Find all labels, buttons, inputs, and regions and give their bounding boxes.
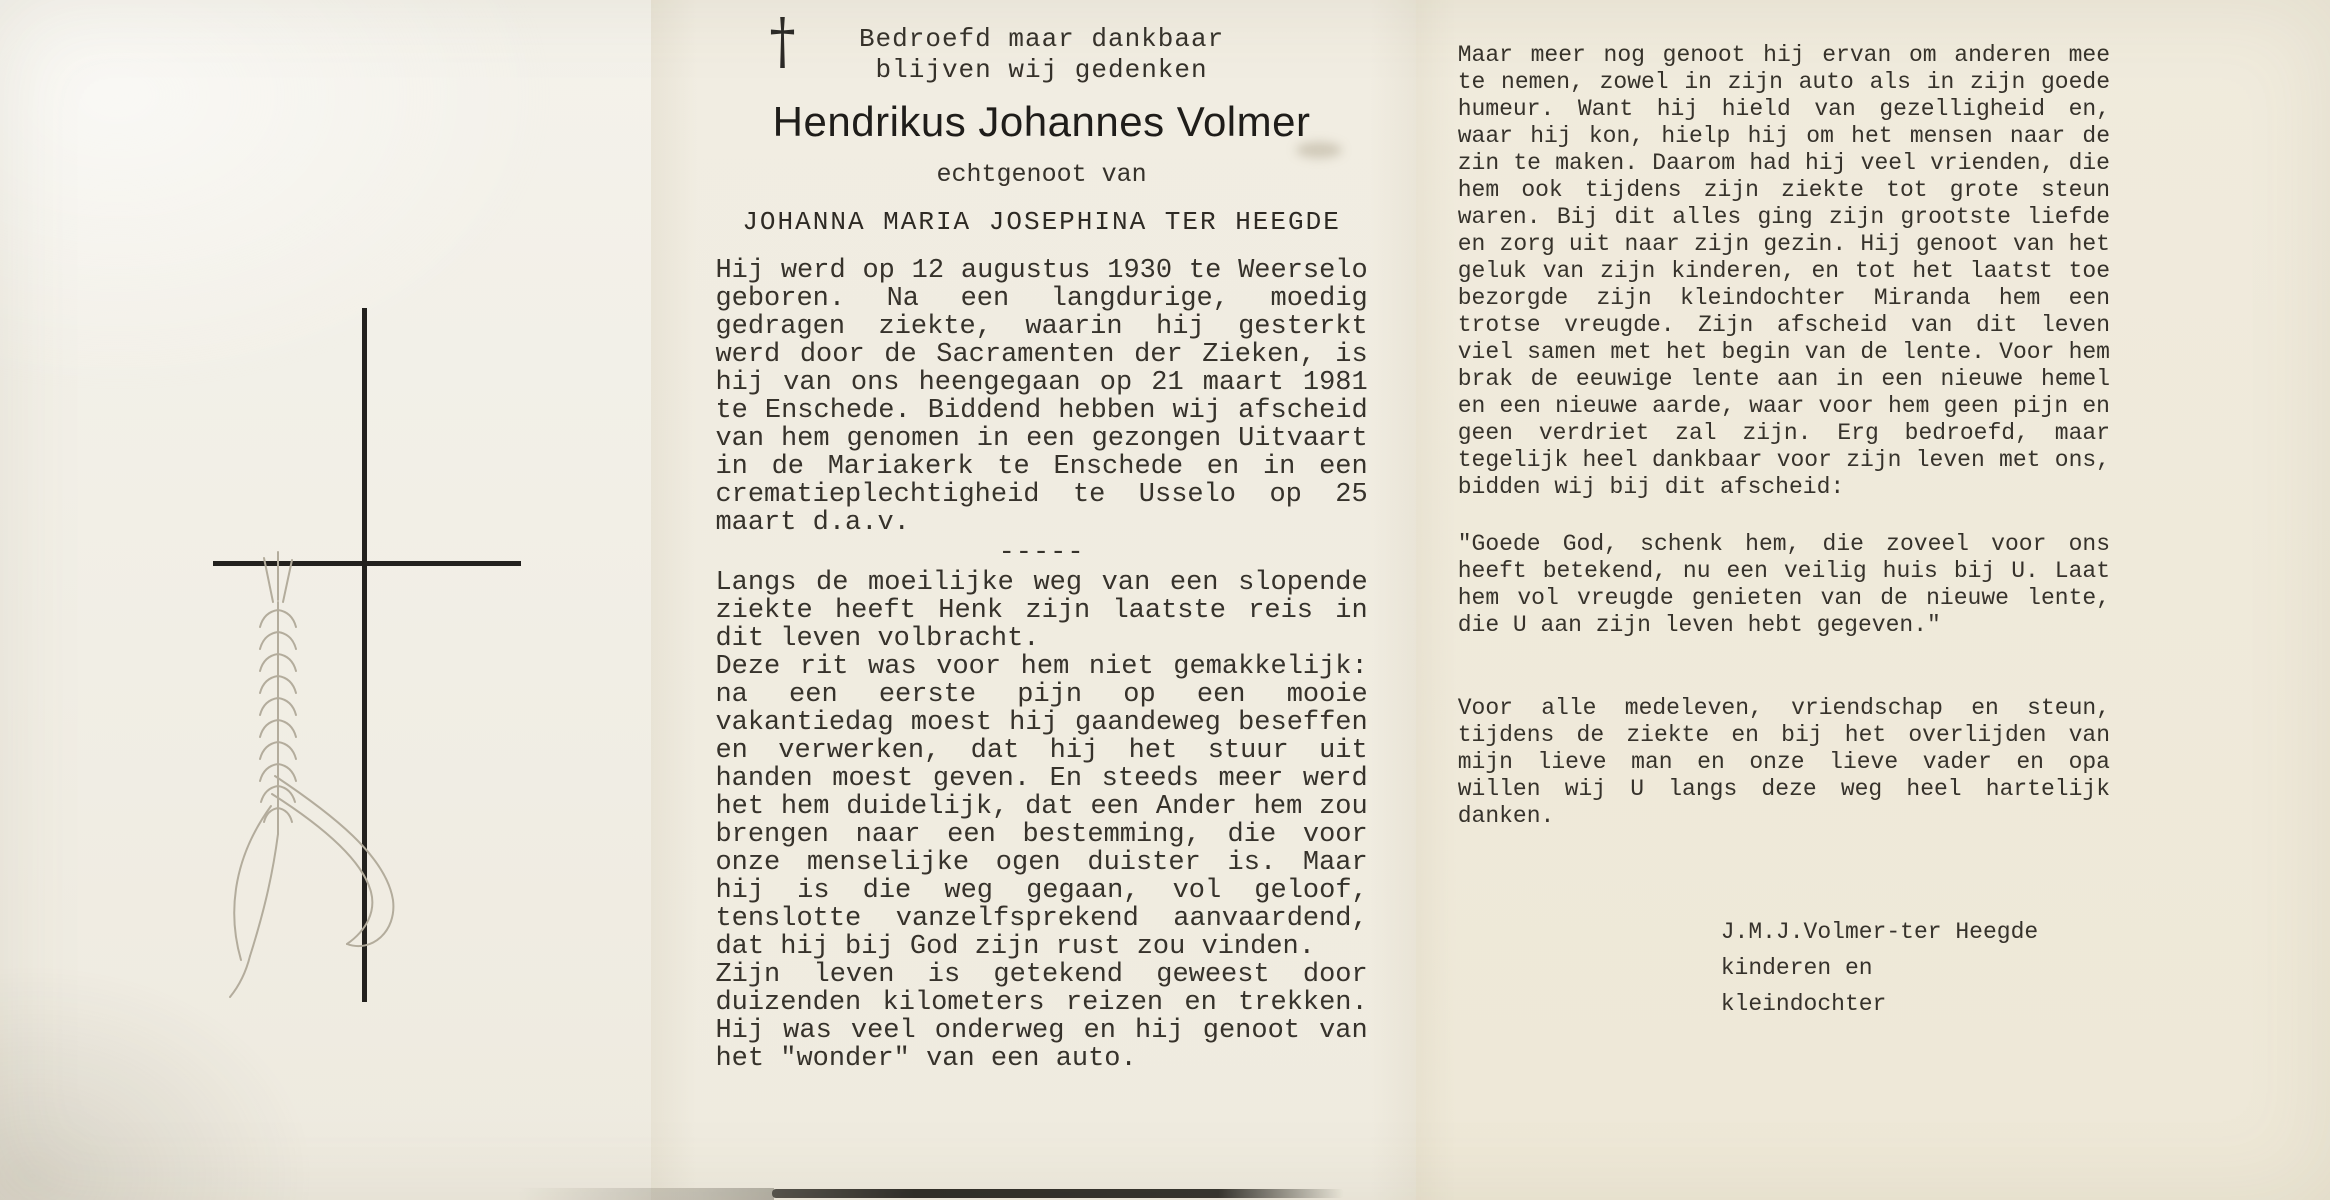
life-paragraph-4: Maar meer nog genoot hij ervan om anderen mee te nemen, zowel in zijn auto als in zijn goede humeur. Want hij hield van gezelligheid en, waar hij kon, hielp hij om het mensen naar de zin te maken. Daarom had hij veel vrienden, die hem ook tijdens zijn ziekte tot grote steun waren. Bij dit alles ging zijn grootste liefde en zorg uit naar zijn gezin. Hij genoot van het geluk van zijn kinderen, en tot het laatst toe bezorgde zijn kleindochter Miranda hem een trotse vreugde. Zijn afscheid van dit leven viel samen met het begin van de lente. Voor hem brak de eeuwige lente aan in een nieuwe hemel en een nieuwe aarde, waar voor hem geen pijn en geen verdriet zal zijn. Erg bedroefd, maar tegelijk heel dankbaar voor zijn leven met ons, bidden wij bij dit afscheid: (1457, 42, 2110, 500)
spouse-name: JOHANNA MARIA JOSEPHINA TER HEEGDE (742, 207, 1341, 237)
intro-row (715, 6, 1367, 88)
signature-block (1721, 914, 2110, 1022)
deceased-name: Hendrikus Johannes Volmer (772, 98, 1311, 145)
cross-shape (213, 308, 521, 1002)
continuation-text-column (1458, 42, 2110, 1022)
cross-and-wheat-illustration-icon (0, 0, 651, 1200)
intro-line-1: Bedroefd maar dankbaar (858, 24, 1225, 54)
panel-text-main (651, 0, 1415, 1200)
panel-cover-illustration (0, 0, 651, 1200)
thanks-paragraph: Voor alle medeleven, vriendschap en steun, tijdens de ziekte en bij het overlijden van mijn lieve man en onze lieve vader en opa willen wij U langs deze weg heel hartelijk danken. (1457, 695, 2110, 829)
dash-separator: ----- (998, 538, 1085, 568)
prayer-quote: "Goede God, schenk hem, die zoveel voor ons heeft betekend, nu een veilig huis bij U. Laat hem vol vreugde genieten van de nieuwe lente, die U aan zijn leven hebt gegeven." (1457, 531, 2110, 638)
intro-lines (715, 24, 1367, 86)
signature-line-1: J.M.J.Volmer-ter Heegde (1720, 919, 2039, 945)
intro-line-2: blijven wij gedenken (875, 55, 1208, 85)
dagger-cross-icon: † (769, 6, 796, 78)
panel-text-continuation (1416, 0, 2330, 1200)
life-paragraph-1: Langs de moeilijke weg van een slopende ziekte heeft Henk zijn laatste reis in dit leven volbracht. (715, 568, 1368, 654)
signature-line-3: kleindochter (1720, 991, 1887, 1017)
wheat-shape (230, 552, 393, 997)
signature-line-2: kinderen en (1720, 955, 1873, 981)
life-paragraph-3: Zijn leven is getekend geweest door duizenden kilometers reizen en trekken. Hij was veel onderweg en hij genoot van het "wonder" van een auto. (715, 960, 1368, 1074)
birth-death-paragraph: Hij werd op 12 augustus 1930 te Weerselo geboren. Na een langdurige, moedig gedragen ziekte, waarin hij gesterkt werd door de Sacramenten der Zieken, is hij van ons heengegaan op 21 maart 1981 te Enschede. Biddend hebben wij afscheid van hem genomen in een gezongen Uitvaart in de Mariakerk te Enschede en in een crematieplechtigheid te Usselo op 25 maart d.a.v. (715, 256, 1368, 538)
relation-label: echtgenoot van (936, 160, 1147, 189)
life-paragraph-2: Deze rit was voor hem niet gemakkelijk: na een eerste pijn op een mooie vakantiedag moest hij gaandeweg beseffen en verwerken, dat hij het stuur uit handen moest geven. En steeds meer werd het hem duidelijk, dat een Ander hem zou brengen naar een bestemming, die voor onze menselijke ogen duister is. Maar hij is die weg gegaan, vol geloof, tenslotte vanzelfsprekend aanvaardend, dat hij bij God zijn rust zou vinden. (715, 652, 1368, 962)
obituary-text-column (715, 257, 1367, 1073)
